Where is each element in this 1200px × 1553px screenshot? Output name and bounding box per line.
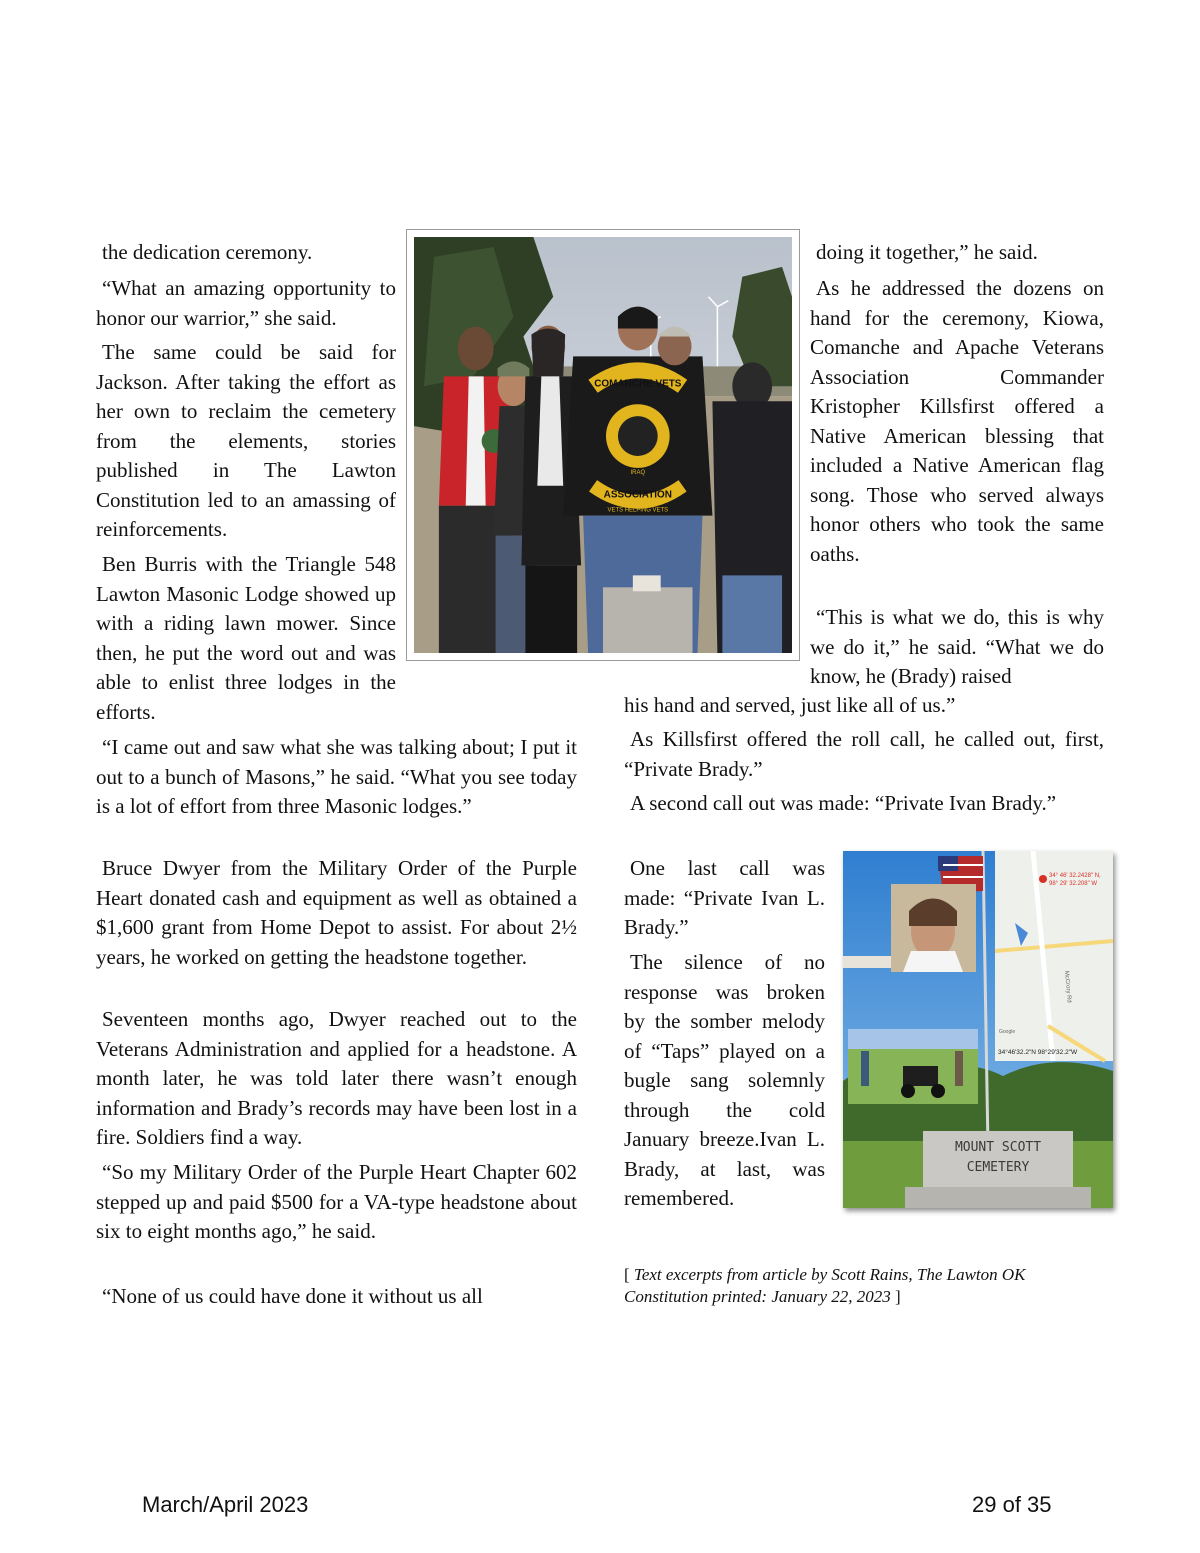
vest-patch-slogan: VETS HELPING VETS: [607, 507, 669, 514]
paragraph: One last call was made: “Private Ivan L. Brady.”: [624, 856, 825, 939]
footer-issue-date: March/April 2023: [142, 1492, 309, 1517]
caption-open-bracket: [: [624, 1265, 634, 1284]
paragraph: “I came out and saw what she was talking about; I put it out to a bunch of Masons,” he said. “What you see today is a lot of effort from three Masonic lodges.”: [96, 735, 577, 818]
photo-credit-caption: [624, 1264, 1108, 1308]
map-google-label: Google: [999, 1029, 1016, 1035]
paragraph: “This is what we do, this is why we do it,” he said. “What we do know, he (Brady) raised: [810, 605, 1104, 688]
cemetery-sign-line-1: MOUNT SCOTT: [954, 1140, 1042, 1155]
paragraph: The same could be said for Jackson. After taking the effort as her own to reclaim the cemetery from the elements, stories published in The Lawton Constitution led to an amassing of reinforcements.: [96, 340, 396, 541]
map-coordinates-bottom: 34°46'32.2"N 98°29'32.2"W: [998, 1049, 1078, 1056]
paragraph: “So my Military Order of the Purple Heart Chapter 602 stepped up and paid $500 for a VA-type headstone about six to eight months ago,” he said.: [96, 1160, 577, 1243]
caption-text: Text excerpts from article by Scott Rains, The Lawton OK Constitution printed: January 22, 2023: [624, 1265, 1026, 1306]
cemetery-sign-line-2: CEMETERY: [966, 1160, 1030, 1175]
paragraph: Ben Burris with the Triangle 548 Lawton Masonic Lodge showed up with a riding lawn mower. Since then, he put the word out and was able to enlist three lodges in the efforts.: [96, 552, 396, 724]
vest-text-bottom: ASSOCIATION: [603, 489, 672, 501]
ceremony-photo: [406, 229, 800, 661]
paragraph: “What an amazing opportunity to honor our warrior,” she said.: [96, 276, 396, 330]
caption-close-bracket: ]: [890, 1287, 901, 1306]
map-coordinates-top: 34° 46' 32.2428" N,: [1049, 873, 1101, 879]
map-road-label: McCrory Rd: [1063, 970, 1072, 1004]
paragraph: A second call out was made: “Private Ivan Brady.”: [630, 791, 1057, 815]
paragraph: As Killsfirst offered the roll call, he called out, first, “Private Brady.”: [624, 727, 1104, 781]
paragraph: doing it together,” he said.: [816, 240, 1038, 264]
paragraph: Seventeen months ago, Dwyer reached out to the Veterans Administration and applied for a headstone. A month later, he was told later there wasn’t enough information and Brady’s records may have been lost in a fire. Soldiers find a way.: [96, 1007, 577, 1149]
paragraph: “None of us could have done it without us all: [102, 1284, 483, 1308]
vest-patch-iraq: IRAQ: [630, 469, 646, 476]
paragraph: The silence of no response was broken by the somber melody of “Taps” played on a bugle sang solemnly through the cold January breeze.Ivan L. Brady, at last, was remembered.: [624, 950, 825, 1210]
paragraph: the dedication ceremony.: [102, 240, 313, 264]
paragraph: his hand and served, just like all of us.”: [624, 693, 956, 717]
paragraph: Bruce Dwyer from the Military Order of the Purple Heart donated cash and equipment as well as obtained a $1,600 grant from Home Depot to assist. For about 2½ years, he worked on getting the headstone together.: [96, 856, 577, 969]
map-coordinates-top-2: 98° 29' 32.208" W: [1049, 881, 1098, 887]
cemetery-collage-photo: [843, 851, 1113, 1208]
footer-page-number: 29 of 35: [972, 1492, 1052, 1517]
vest-text-top: COMANCHE VETS: [594, 378, 682, 390]
paragraph: As he addressed the dozens on hand for the ceremony, Kiowa, Comanche and Apache Veterans Association Commander Kristopher Killsfirst offered a Native American blessing that included a Native American flag song. Those who served always honor others who took the same oaths.: [810, 276, 1104, 566]
